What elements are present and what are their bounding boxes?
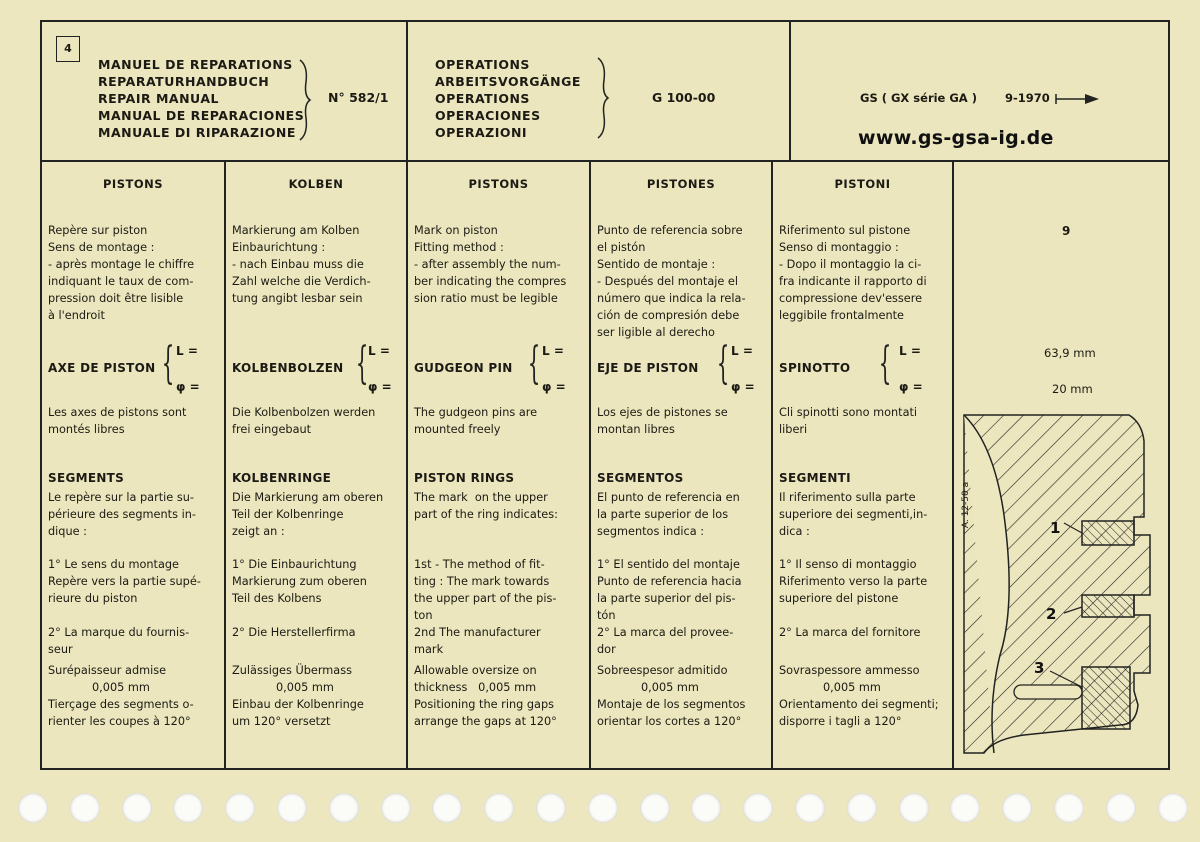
axis-text: frei eingebaut bbox=[232, 423, 312, 436]
mark-text: - Después del montaje el bbox=[597, 275, 739, 288]
rings-title: PISTON RINGS bbox=[414, 471, 515, 485]
mark-text: - après montage le chiffre bbox=[48, 258, 195, 271]
mark-text: el pistón bbox=[597, 241, 646, 254]
rings-point-1-text: Riferimento verso la parte bbox=[779, 575, 928, 588]
rings-point-1-text: la parte superior del pis- bbox=[597, 592, 736, 605]
binder-hole bbox=[847, 793, 877, 823]
oversize-text: Sovraspessore ammesso bbox=[779, 664, 920, 677]
binder-hole bbox=[899, 793, 929, 823]
rings-point-1-text: 1° El sentido del montaje bbox=[597, 558, 740, 571]
binder-hole bbox=[432, 793, 462, 823]
axis-title: SPINOTTO bbox=[779, 361, 851, 375]
mark-text: Senso di montaggio : bbox=[779, 241, 899, 254]
rings-point-1-text: tón bbox=[597, 609, 616, 622]
binder-hole bbox=[225, 793, 255, 823]
manual-titles bbox=[98, 56, 304, 141]
ring-label-3: 3 bbox=[1034, 659, 1045, 677]
binder-hole bbox=[1106, 793, 1136, 823]
manual-title-de: REPARATURHANDBUCH bbox=[98, 74, 270, 89]
mark-text: número que indica la rela- bbox=[597, 292, 746, 305]
rings-point-2-text: 2° La marca del fornitore bbox=[779, 626, 921, 639]
rings-point-1-text: the upper part of the pis- bbox=[414, 592, 557, 605]
column-heading: KOLBEN bbox=[288, 177, 344, 191]
axis-text: montan libres bbox=[597, 423, 675, 436]
gaps-text: rienter les coupes à 120° bbox=[48, 715, 191, 728]
oversize-text: 0,005 mm bbox=[823, 681, 881, 694]
rings-intro-text: dique : bbox=[48, 525, 87, 538]
binder-hole bbox=[640, 793, 670, 823]
rings-point-1-text: superiore del pistone bbox=[779, 592, 899, 605]
binder-hole bbox=[536, 793, 566, 823]
rings-intro-text: zeigt an : bbox=[232, 525, 285, 538]
rings-point-1-text: rieure du piston bbox=[48, 592, 138, 605]
binder-hole bbox=[691, 793, 721, 823]
header-divider-1 bbox=[406, 20, 408, 162]
rings-intro-text: Die Markierung am oberen bbox=[232, 491, 384, 504]
mark-text: Sentido de montaje : bbox=[597, 258, 716, 271]
column-heading: PISTONI bbox=[834, 177, 891, 191]
operations-title-fr: OPERATIONS bbox=[435, 57, 530, 72]
pin-length-symbol: L = bbox=[899, 344, 921, 358]
mark-text: tung angibt lesbar sein bbox=[232, 292, 363, 305]
mark-text: pression doit être lisible bbox=[48, 292, 184, 305]
rings-intro-text: périeure des segments in- bbox=[48, 508, 196, 521]
operations-title-es: OPERACIONES bbox=[435, 108, 541, 123]
manual-title-en: REPAIR MANUAL bbox=[98, 91, 219, 106]
brace-icon: { bbox=[716, 338, 730, 389]
binder-hole bbox=[1158, 793, 1188, 823]
rings-title: SEGMENTI bbox=[779, 471, 851, 485]
mark-text: Markierung am Kolben bbox=[232, 224, 360, 237]
binder-holes bbox=[0, 790, 1200, 830]
manual-title-fr: MANUEL DE REPARATIONS bbox=[98, 57, 293, 72]
axis-text: Les axes de pistons sont bbox=[48, 406, 187, 419]
gaps-text: Orientamento dei segmenti; bbox=[779, 698, 939, 711]
mark-text: - nach Einbau muss die bbox=[232, 258, 364, 271]
manual-title-it: MANUALE DI RIPARAZIONE bbox=[98, 125, 296, 140]
oversize-text: Surépaisseur admise bbox=[48, 664, 167, 677]
website-url: www.gs-gsa-ig.de bbox=[858, 127, 1054, 149]
pin-length-symbol: L = bbox=[368, 344, 390, 358]
mark-text: Mark on piston bbox=[414, 224, 498, 237]
mark-text: Sens de montage : bbox=[48, 241, 155, 254]
axis-text: Cli spinotti sono montati bbox=[779, 406, 918, 419]
piston-ring-2 bbox=[1082, 595, 1134, 617]
rings-intro-text: la parte superior de los bbox=[597, 508, 729, 521]
rings-title: SEGMENTS bbox=[48, 471, 125, 485]
operations-titles bbox=[435, 56, 581, 141]
pin-diameter-symbol: φ = bbox=[368, 380, 392, 394]
rings-point-2-text: 2nd The manufacturer bbox=[414, 626, 541, 639]
column-heading: PISTONS bbox=[468, 177, 529, 191]
mark-text: Fitting method : bbox=[414, 241, 504, 254]
rings-point-1-text: Markierung zum oberen bbox=[232, 575, 367, 588]
rings-point-2-text: 2° Die Herstellerfirma bbox=[232, 626, 356, 639]
operations-title-de: ARBEITSVORGÄNGE bbox=[435, 74, 581, 89]
rings-point-2-text: 2° La marque du fournis- bbox=[48, 626, 190, 639]
axis-text: mounted freely bbox=[414, 423, 501, 436]
rings-intro-text: part of the ring indicates: bbox=[414, 508, 558, 521]
figure-reference: A. 12-50 a bbox=[961, 481, 971, 529]
page-number: 4 bbox=[56, 36, 80, 62]
operations-bracket-icon bbox=[596, 56, 610, 140]
mark-text: ber indicating the compres bbox=[414, 275, 567, 288]
binder-hole bbox=[277, 793, 307, 823]
rings-point-1-text: 1° Il senso di montaggio bbox=[779, 558, 917, 571]
axis-text: liberi bbox=[779, 423, 808, 436]
titles-bracket-icon bbox=[298, 58, 312, 142]
mark-text: sion ratio must be legible bbox=[414, 292, 558, 305]
gaps-text: Tierçage des segments o- bbox=[48, 698, 194, 711]
axis-text: The gudgeon pins are bbox=[414, 406, 538, 419]
column-french bbox=[42, 162, 224, 767]
pin-length-symbol: L = bbox=[731, 344, 753, 358]
gaps-text: um 120° versetzt bbox=[232, 715, 331, 728]
mark-text: Zahl welche die Verdich- bbox=[232, 275, 371, 288]
mark-text: fra indicante il rapporto di bbox=[779, 275, 927, 288]
piston-ring-1 bbox=[1082, 521, 1134, 545]
operations-title-en: OPERATIONS bbox=[435, 91, 530, 106]
rings-intro-text: segmentos indica : bbox=[597, 525, 705, 538]
binder-hole bbox=[743, 793, 773, 823]
axis-text: Los ejes de pistones se bbox=[597, 406, 728, 419]
mark-text: Riferimento sul pistone bbox=[779, 224, 911, 237]
rings-point-1-text: 1° Le sens du montage bbox=[48, 558, 180, 571]
binder-hole bbox=[484, 793, 514, 823]
binder-hole bbox=[70, 793, 100, 823]
rings-point-1-text: Repère vers la partie supé- bbox=[48, 575, 201, 588]
rings-point-1-text: 1st - The method of fit- bbox=[414, 558, 545, 571]
piston-ring-section-diagram bbox=[954, 405, 1168, 767]
brace-icon: { bbox=[527, 338, 541, 389]
column-heading: PISTONES bbox=[646, 177, 716, 191]
mark-text: à l'endroit bbox=[48, 309, 105, 322]
column-english bbox=[408, 162, 589, 767]
rings-point-2-text: dor bbox=[597, 643, 616, 656]
axis-text: montés libres bbox=[48, 423, 125, 436]
rings-intro-text: Teil der Kolbenringe bbox=[232, 508, 344, 521]
gaps-text: arrange the gaps at 120° bbox=[414, 715, 557, 728]
binder-hole bbox=[173, 793, 203, 823]
column-heading: PISTONS bbox=[102, 177, 164, 191]
binder-hole bbox=[950, 793, 980, 823]
gaps-text: Einbau der Kolbenringe bbox=[232, 698, 364, 711]
pin-diameter-value: 20 mm bbox=[1052, 382, 1093, 396]
arrow-right-icon bbox=[1055, 92, 1100, 106]
mark-text: compressione dev'essere bbox=[779, 292, 923, 305]
rings-point-2-text: seur bbox=[48, 643, 73, 656]
mark-text: Repère sur piston bbox=[48, 224, 148, 237]
rings-intro-text: Le repère sur la partie su- bbox=[48, 491, 194, 504]
column-spanish bbox=[591, 162, 771, 767]
oversize-text: 0,005 mm bbox=[276, 681, 334, 694]
operations-title-it: OPERAZIONI bbox=[435, 125, 528, 140]
brace-icon: { bbox=[878, 338, 892, 389]
binder-hole bbox=[795, 793, 825, 823]
oversize-text: Zulässiges Übermass bbox=[232, 664, 353, 677]
oversize-text: Sobreespesor admitido bbox=[597, 664, 728, 677]
rings-intro-text: dica : bbox=[779, 525, 810, 538]
pin-diameter-symbol: φ = bbox=[176, 380, 200, 394]
rings-point-2-text: mark bbox=[414, 643, 444, 656]
date-label: 9-1970 bbox=[1005, 91, 1050, 105]
gaps-text: orientar los cortes a 120° bbox=[597, 715, 742, 728]
mark-text: ción de compresión debe bbox=[597, 309, 740, 322]
mark-text: ser ligible al derecho bbox=[597, 326, 715, 339]
operation-code: G 100-00 bbox=[652, 90, 716, 105]
rings-intro-text: El punto de referencia en bbox=[597, 491, 740, 504]
ring-label-2: 2 bbox=[1046, 605, 1057, 623]
pin-diameter-symbol: φ = bbox=[542, 380, 566, 394]
binder-hole bbox=[588, 793, 618, 823]
axis-title: GUDGEON PIN bbox=[414, 361, 513, 375]
pin-length-value: 63,9 mm bbox=[1044, 346, 1096, 360]
binder-hole bbox=[122, 793, 152, 823]
pin-diameter-symbol: φ = bbox=[731, 380, 755, 394]
rings-point-1-text: Punto de referencia hacia bbox=[597, 575, 742, 588]
pin-length-symbol: L = bbox=[542, 344, 564, 358]
rings-point-1-text: ting : The mark towards bbox=[414, 575, 550, 588]
pin-diameter-symbol: φ = bbox=[899, 380, 923, 394]
brace-icon: { bbox=[355, 338, 369, 389]
axis-title: KOLBENBOLZEN bbox=[232, 361, 344, 375]
rings-title: KOLBENRINGE bbox=[232, 471, 332, 485]
axis-title: EJE DE PISTON bbox=[597, 361, 699, 375]
rings-point-1-text: ton bbox=[414, 609, 433, 622]
mark-text: indiquant le taux de com- bbox=[48, 275, 194, 288]
mark-text: - Dopo il montaggio la ci- bbox=[779, 258, 922, 271]
gaps-text: Positioning the ring gaps bbox=[414, 698, 555, 711]
gaps-text: Montaje de los segmentos bbox=[597, 698, 746, 711]
ring-label-1: 1 bbox=[1050, 519, 1061, 537]
binder-hole bbox=[1002, 793, 1032, 823]
column-german bbox=[226, 162, 406, 767]
oversize-text: Allowable oversize on bbox=[414, 664, 537, 677]
binder-hole bbox=[1054, 793, 1084, 823]
binder-hole bbox=[329, 793, 359, 823]
mark-text: Punto de referencia sobre bbox=[597, 224, 743, 237]
rings-intro-text: Il riferimento sulla parte bbox=[779, 491, 916, 504]
axis-text: Die Kolbenbolzen werden bbox=[232, 406, 376, 419]
rings-intro-text: The mark on the upper bbox=[414, 491, 548, 504]
axis-title: AXE DE PISTON bbox=[48, 361, 156, 375]
gaps-text: disporre i tagli a 120° bbox=[779, 715, 902, 728]
rings-title: SEGMENTOS bbox=[597, 471, 684, 485]
oversize-text: 0,005 mm bbox=[641, 681, 699, 694]
mark-text: leggibile frontalmente bbox=[779, 309, 904, 322]
model-label: GS ( GX série GA ) bbox=[860, 91, 977, 105]
oversize-text: 0,005 mm bbox=[92, 681, 150, 694]
oversize-text: thickness 0,005 mm bbox=[414, 681, 537, 694]
rings-point-2-text: 2° La marca del provee- bbox=[597, 626, 734, 639]
piston-ring-3 bbox=[1082, 667, 1130, 729]
mark-text: Einbaurichtung : bbox=[232, 241, 326, 254]
rings-intro-text: superiore dei segmenti,in- bbox=[779, 508, 928, 521]
manual-title-es: MANUAL DE REPARACIONES bbox=[98, 108, 305, 123]
rings-point-1-text: 1° Die Einbaurichtung bbox=[232, 558, 357, 571]
binder-hole bbox=[381, 793, 411, 823]
mark-value: 9 bbox=[1062, 224, 1071, 238]
binder-hole bbox=[18, 793, 48, 823]
pin-length-symbol: L = bbox=[176, 344, 198, 358]
header-divider-2 bbox=[789, 20, 791, 162]
brace-icon: { bbox=[161, 338, 175, 389]
column-italian bbox=[773, 162, 952, 767]
rings-point-1-text: Teil des Kolbens bbox=[232, 592, 322, 605]
mark-text: - after assembly the num- bbox=[414, 258, 561, 271]
manual-number: N° 582/1 bbox=[328, 90, 389, 105]
